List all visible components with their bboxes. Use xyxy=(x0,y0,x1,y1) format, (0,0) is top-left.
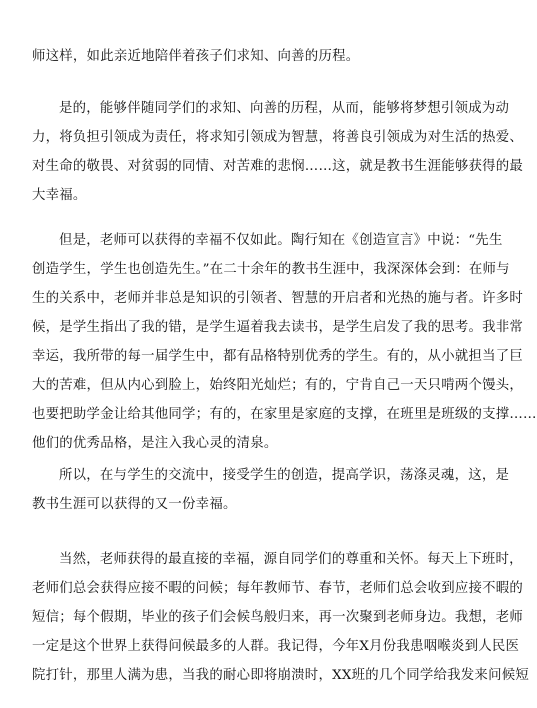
text-line: 力，将负担引领成为责任，将求知引领成为智慧，将善良引领成为对生活的热爱、 xyxy=(32,130,524,145)
text-line: 教书生涯可以获得的又一份幸福。 xyxy=(32,497,237,512)
text-line: 是的，能够伴随同学们的求知、向善的历程，从而，能够将梦想引领成为动 xyxy=(59,101,510,116)
paragraph-4 xyxy=(32,461,510,519)
text-line: 他们的优秀品格，是注入我心灵的清泉。 xyxy=(32,436,278,451)
text-line: 所以，在与学生的交流中，接受学生的创造，提高学识，荡涤灵魂，这，是 xyxy=(59,468,510,483)
text-line: 一定是这个世界上获得问候最多的人群。我记得，今年Ⅹ月份我患咽喉炎到人民医 xyxy=(32,639,520,654)
text-line: 当然，老师获得的最直接的幸福，源自同学们的尊重和关怀。每天上下班时， xyxy=(59,552,523,567)
text-line: 师这样，如此亲近地陪伴着孩子们求知、向善的历程。 xyxy=(32,49,360,64)
text-line: 短信；每个假期，毕业的孩子们会候鸟般归来，再一次聚到老师身边。我想，老师 xyxy=(32,610,524,625)
paragraph-5 xyxy=(32,545,529,690)
text-line: 创造学生，学生也创造先生。”在二十余年的教书生涯中，我深深体会到：在师与 xyxy=(32,262,510,277)
text-line: 大幸福。 xyxy=(32,188,87,203)
text-line: 也要把助学金让给其他同学；有的，在家里是家庭的支撑，在班里是班级的支撑…… xyxy=(32,407,537,422)
paragraph-2 xyxy=(32,94,524,210)
text-line: 但是，老师可以获得的幸福不仅如此。陶行知在《创造宣言》中说：“先生 xyxy=(59,233,503,248)
text-line: 生的关系中，老师并非总是知识的引领者、智慧的开启者和光热的施与者。许多时 xyxy=(32,291,524,306)
paragraph-3 xyxy=(32,226,537,458)
text-line: 幸运，我所带的每一届学生中，都有品格特别优秀的学生。有的，从小就担当了巨 xyxy=(32,349,524,364)
paragraph-1 xyxy=(32,42,468,71)
text-line: 老师们总会获得应接不暇的问候；每年教师节、春节，老师们总会收到应接不暇的 xyxy=(32,581,524,596)
text-line: 对生命的敬畏、对贫弱的同情、对苦难的悲悯……这，就是教书生涯能够获得的最 xyxy=(32,159,524,174)
text-line: 大的苦难，但从内心到脸上，始终阳光灿烂；有的，宁肯自己一天只啃两个馒头， xyxy=(32,378,524,393)
text-line: 候，是学生指出了我的错，是学生逼着我去读书，是学生启发了我的思考。我非常 xyxy=(32,320,524,335)
text-line: 院打针，那里人满为患，当我的耐心即将崩溃时，XX班的几个同学给我发来问候短 xyxy=(32,668,529,683)
